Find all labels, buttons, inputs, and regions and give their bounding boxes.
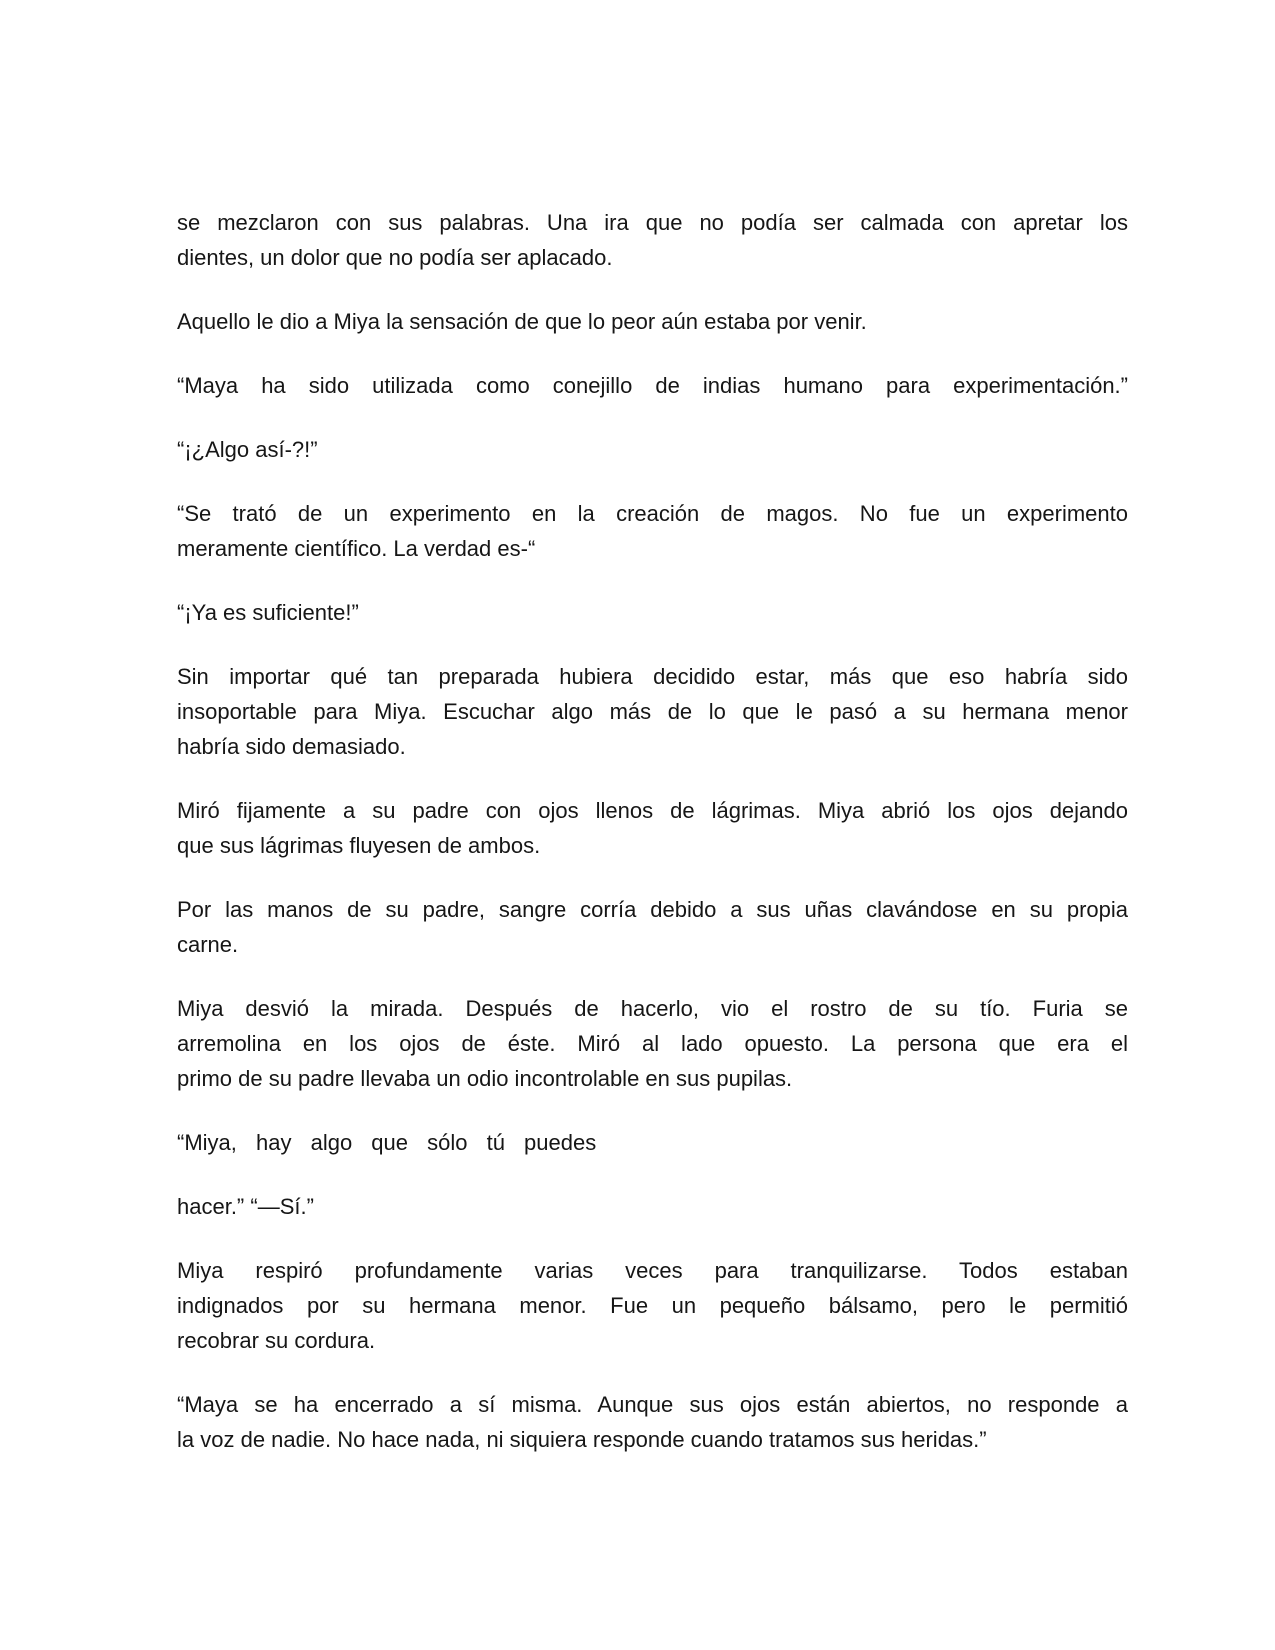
paragraph <box>177 793 1128 863</box>
paragraph <box>177 991 1128 1096</box>
text-line: insoportable para Miya. Escuchar algo más de lo que le pasó a su hermana menor <box>177 699 1128 724</box>
text-line: recobrar su cordura. <box>177 1328 376 1353</box>
text-line: “Maya ha sido utilizada como conejillo de indias humano para experimentación.” <box>177 373 1128 398</box>
paragraph <box>177 304 1128 339</box>
page-content <box>177 205 1128 1457</box>
text-line: Miró fijamente a su padre con ojos llenos de lágrimas. Miya abrió los ojos dejando <box>177 798 1128 823</box>
text-line: habría sido demasiado. <box>177 734 406 759</box>
paragraph <box>177 892 1128 962</box>
text-line: indignados por su hermana menor. Fue un pequeño bálsamo, pero le permitió <box>177 1293 1128 1318</box>
paragraph <box>177 368 1128 403</box>
paragraph <box>177 659 1128 764</box>
text-line: Miya respiró profundamente varias veces para tranquilizarse. Todos estaban <box>177 1258 1128 1283</box>
text-line: primo de su padre llevaba un odio incontrolable en sus pupilas. <box>177 1066 793 1091</box>
text-line: “Miya, hay algo que sólo tú puedes <box>177 1130 597 1155</box>
paragraph <box>177 1125 1128 1160</box>
text-line: carne. <box>177 932 239 957</box>
paragraph <box>177 205 1128 275</box>
paragraph <box>177 1387 1128 1457</box>
text-line: que sus lágrimas fluyesen de ambos. <box>177 833 541 858</box>
text-line: la voz de nadie. No hace nada, ni siquiera responde cuando tratamos sus heridas.” <box>177 1427 987 1452</box>
paragraph <box>177 1253 1128 1358</box>
text-line: “Maya se ha encerrado a sí misma. Aunque sus ojos están abiertos, no responde a <box>177 1392 1128 1417</box>
paragraph <box>177 432 1128 467</box>
text-line: Miya desvió la mirada. Después de hacerlo, vio el rostro de su tío. Furia se <box>177 996 1128 1021</box>
paragraph <box>177 1189 1128 1224</box>
text-line: Por las manos de su padre, sangre corría debido a sus uñas clavándose en su propia <box>177 897 1128 922</box>
text-line: dientes, un dolor que no podía ser aplacado. <box>177 245 613 270</box>
text-line: “Se trató de un experimento en la creación de magos. No fue un experimento <box>177 501 1128 526</box>
text-line: “¡Ya es suficiente!” <box>177 600 359 625</box>
text-line: meramente científico. La verdad es-“ <box>177 536 536 561</box>
paragraph <box>177 496 1128 566</box>
text-line: hacer.” “—Sí.” <box>177 1194 314 1219</box>
text-line: Aquello le dio a Miya la sensación de que lo peor aún estaba por venir. <box>177 309 867 334</box>
paragraph <box>177 595 1128 630</box>
text-line: se mezclaron con sus palabras. Una ira que no podía ser calmada con apretar los <box>177 210 1128 235</box>
text-line: Sin importar qué tan preparada hubiera decidido estar, más que eso habría sido <box>177 664 1128 689</box>
text-line: “¡¿Algo así-?!” <box>177 437 318 462</box>
text-line: arremolina en los ojos de éste. Miró al lado opuesto. La persona que era el <box>177 1031 1128 1056</box>
